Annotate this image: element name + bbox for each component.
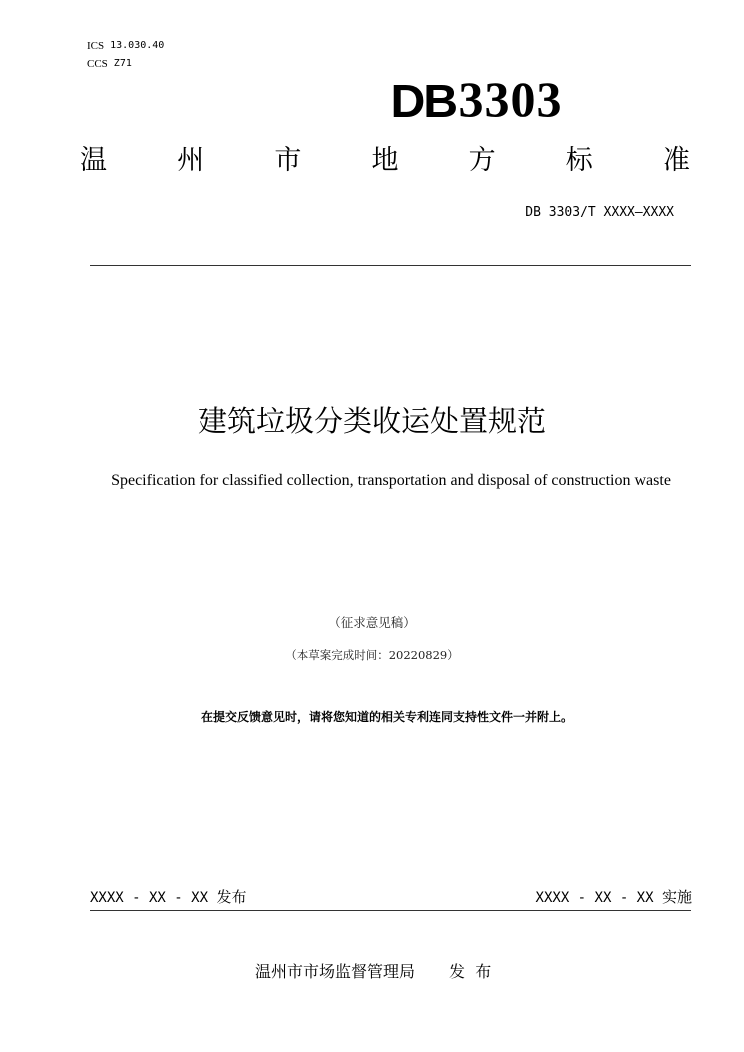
standard-code — [390, 64, 563, 127]
standard-type-char: 州 — [177, 145, 205, 176]
draft-label: （征求意见稿） — [328, 615, 416, 630]
implementation-date-value: XXXX - XX - XX — [535, 890, 654, 906]
document-number: DB 3303/T XXXX—XXXX — [525, 205, 674, 220]
standard-type-char: 地 — [371, 145, 399, 176]
publisher — [255, 960, 491, 984]
footer-divider — [90, 910, 691, 911]
ccs-label: CCS — [87, 58, 108, 70]
ics-row — [87, 37, 164, 55]
issue-date — [90, 887, 246, 908]
standard-type-char: 方 — [468, 145, 496, 176]
standard-type-char: 市 — [274, 145, 302, 176]
ccs-value: Z71 — [113, 58, 132, 69]
standard-type-char: 标 — [565, 145, 593, 176]
ccs-row — [87, 55, 164, 73]
standard-type-char: 准 — [662, 145, 690, 176]
standard-code-prefix: DB — [390, 75, 457, 127]
draft-completion-date: （本草案完成时间：20220829） — [285, 648, 459, 662]
document-title: 建筑垃圾分类收运处置规范 — [197, 404, 546, 438]
ics-value: 13.030.40 — [110, 40, 165, 51]
issue-label: 发布 — [216, 888, 247, 906]
implementation-date — [536, 887, 692, 908]
document-title-english: Specification for classified collection, transportation and disposal of construction waste — [111, 472, 671, 489]
publisher-action: 发 布 — [449, 962, 492, 981]
standard-type-char: 温 — [80, 145, 107, 176]
standard-code-number: 3303 — [458, 71, 563, 127]
header-divider — [90, 265, 691, 266]
ics-label: ICS — [87, 40, 105, 52]
standard-type-title — [80, 143, 690, 179]
patent-notice: 在提交反馈意见时，请将您知道的相关专利连同支持性文件一并附上。 — [200, 710, 573, 724]
implementation-label: 实施 — [661, 888, 692, 906]
classification-codes — [87, 37, 164, 73]
publisher-name: 温州市市场监督管理局 — [255, 962, 416, 981]
issue-date-value: XXXX - XX - XX — [90, 890, 209, 906]
